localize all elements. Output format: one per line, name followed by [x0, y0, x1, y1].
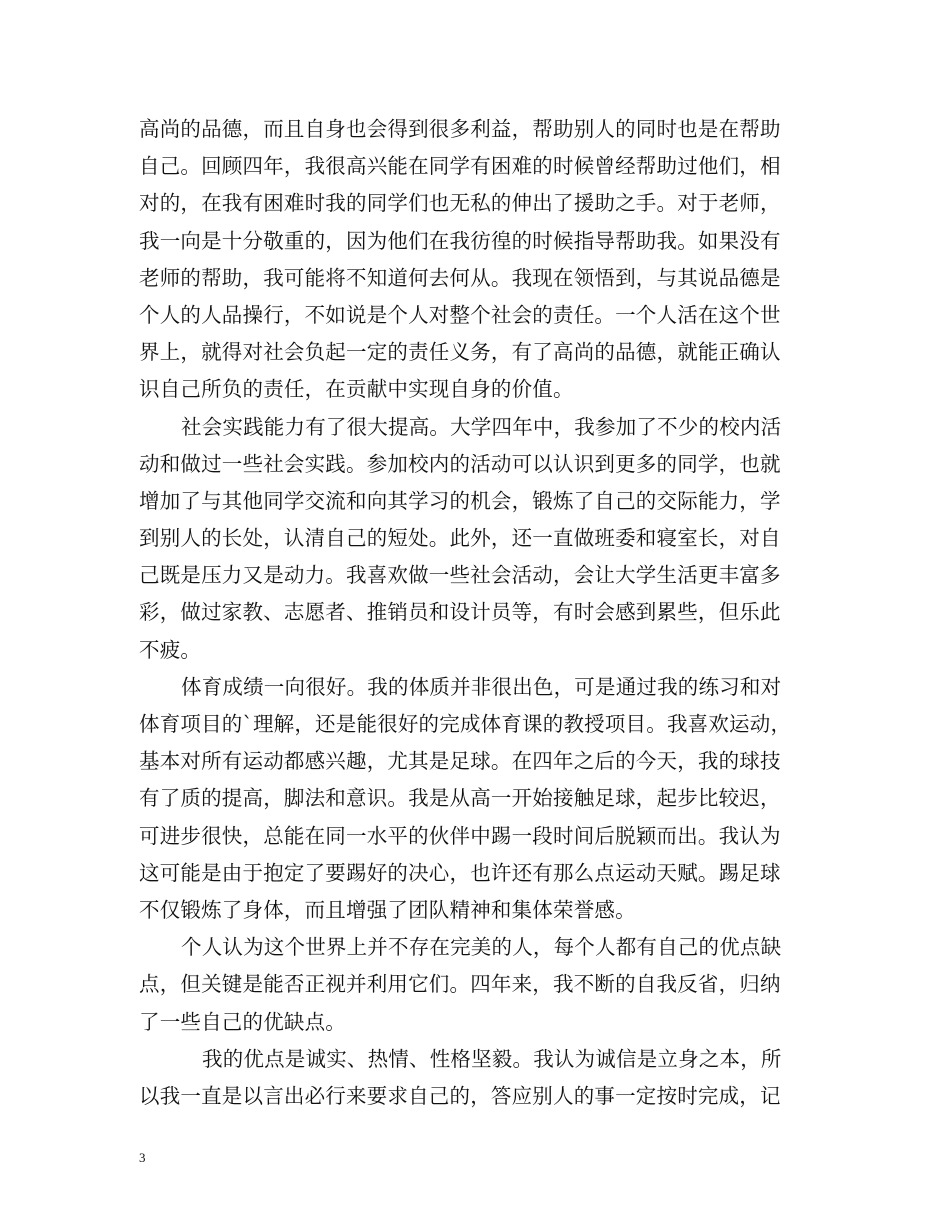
- text-line: 增加了与其他同学交流和向其学习的机会，锻炼了自己的交际能力，学: [139, 488, 781, 513]
- text-line: 我一向是十分敬重的，因为他们在我彷徨的时候指导帮助我。如果没有: [139, 228, 781, 253]
- body-text: [139, 111, 829, 1115]
- text-line: 有了质的提高，脚法和意识。我是从高一开始接触足球，起步比较迟，: [139, 786, 781, 811]
- text-line: 彩，做过家教、志愿者、推销员和设计员等，有时会感到累些，但乐此: [139, 600, 781, 625]
- text-line: 识自己所负的责任，在贡献中实现自身的价值。: [139, 377, 574, 402]
- text-line: 体育项目的`理解，还是能很好的完成体育课的教授项目。我喜欢运动，: [139, 712, 792, 736]
- text-line: 动和做过一些社会实践。参加校内的活动可以认识到更多的同学，也就: [139, 451, 781, 476]
- text-line: 个人的人品操行，不如说是个人对整个社会的责任。一个人活在这个世: [139, 302, 781, 327]
- paragraph-first-line: 个人认为这个世界上并不存在完美的人，每个人都有自己的优点缺: [181, 935, 782, 960]
- paragraph-first-line: 社会实践能力有了很大提高。大学四年中，我参加了不少的校内活: [181, 414, 782, 439]
- text-line: 点，但关键是能否正视并利用它们。四年来，我不断的自我反省，归纳: [139, 972, 781, 997]
- text-line: 了一些自己的优缺点。: [139, 1009, 346, 1034]
- text-line: 自己。回顾四年，我很高兴能在同学有困难的时候曾经帮助过他们，相: [139, 154, 781, 179]
- text-line: 不仅锻炼了身体，而且增强了团队精神和集体荣誉感。: [139, 897, 636, 922]
- page-number: 3: [139, 1150, 146, 1165]
- paragraph-first-line: 体育成绩一向很好。我的体质并非很出色，可是通过我的练习和对: [181, 674, 782, 699]
- paragraph-first-line: 我的优点是诚实、热情、性格坚毅。我认为诚信是立身之本，所: [202, 1046, 782, 1071]
- text-line: 己既是压力又是动力。我喜欢做一些社会活动，会让大学生活更丰富多: [139, 563, 781, 588]
- text-line: 老师的帮助，我可能将不知道何去何从。我现在领悟到，与其说品德是: [139, 265, 781, 290]
- text-line: 基本对所有运动都感兴趣，尤其是足球。在四年之后的今天，我的球技: [139, 749, 781, 774]
- text-line: 这可能是由于抱定了要踢好的决心，也许还有那么点运动天赋。踢足球: [139, 860, 781, 885]
- text-line: 高尚的品德，而且自身也会得到很多利益，帮助别人的同时也是在帮助: [139, 117, 781, 141]
- text-line: 以我一直是以言出必行来要求自己的，答应别人的事一定按时完成，记: [139, 1083, 781, 1108]
- text-line: 对的，在我有困难时我的同学们也无私的伸出了援助之手。对于老师，: [139, 191, 781, 216]
- text-line: 界上，就得对社会负起一定的责任义务，有了高尚的品德，就能正确认: [139, 340, 781, 365]
- text-line: 可进步很快，总能在同一水平的伙伴中踢一段时间后脱颖而出。我认为: [139, 823, 781, 848]
- text-line: 不疲。: [139, 637, 202, 662]
- text-line: 到别人的长处，认清自己的短处。此外，还一直做班委和寝室长，对自: [139, 526, 781, 551]
